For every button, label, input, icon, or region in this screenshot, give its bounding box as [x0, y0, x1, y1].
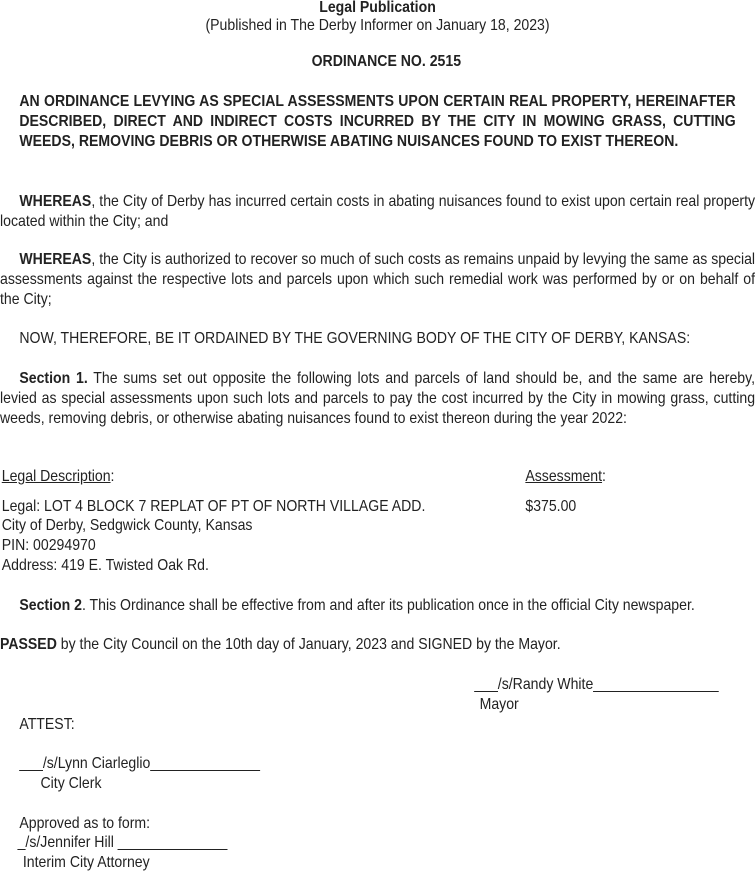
whereas-paragraph-2	[0, 250, 755, 310]
legal-description-line: Legal: LOT 4 BLOCK 7 REPLAT OF PT OF NORTH VILLAGE ADD.	[1, 498, 426, 515]
whereas-paragraph-1	[0, 192, 755, 232]
now-therefore-clause: NOW, THEREFORE, BE IT ORDAINED BY THE GOVERNING BODY OF THE CITY OF DERBY, KANSAS:	[19, 330, 691, 347]
attorney-title: Interim City Attorney	[22, 854, 150, 871]
section-1-lead: Section 1.	[19, 370, 88, 387]
attest-label: ATTEST:	[19, 716, 75, 733]
passed-paragraph	[0, 635, 561, 655]
assessment-header: Assessment:	[525, 468, 606, 485]
assessment-amount: $375.00	[525, 498, 577, 515]
passed-lead: PASSED	[0, 636, 57, 653]
ordinance-number: ORDINANCE NO. 2515	[311, 53, 462, 70]
attorney-signature: _/s/Jennifer Hill ______________	[17, 834, 228, 851]
legal-description-header: Legal Description:	[1, 468, 115, 485]
mayor-title: Mayor	[479, 696, 519, 713]
mayor-signature: ___/s/Randy White________________	[474, 676, 719, 693]
clerk-title: City Clerk	[40, 775, 102, 792]
whereas-text-2: , the City is authorized to recover so much of such costs as remains unpaid by levying the same as special assessments against the respective lots and parcels upon which such remedial work was performed by or on behalf of the City;	[0, 251, 755, 308]
publication-title: Legal Publication	[319, 0, 436, 16]
section-2-lead: Section 2	[19, 597, 82, 614]
clerk-signature: ___/s/Lynn Ciarleglio______________	[19, 755, 260, 772]
address-line: Address: 419 E. Twisted Oak Rd.	[1, 557, 209, 574]
published-note: (Published in The Derby Informer on January 18, 2023)	[205, 17, 550, 34]
passed-text: by the City Council on the 10th day of January, 2023 and SIGNED by the Mayor.	[56, 636, 561, 653]
section-2-text: . This Ordinance shall be effective from and after its publication once in the official City newspaper.	[81, 597, 695, 614]
section-2-paragraph	[19, 596, 694, 616]
whereas-lead-1: WHEREAS	[19, 193, 92, 210]
section-1-text: The sums set out opposite the following lots and parcels of land should be, and the same are hereby, levied as special assessments upon such lots and parcels to pay the cost incurred by the City in mowing grass, cutting weeds, removing debris, or otherwise abating nuisances found to exist thereon during the year 2022:	[0, 370, 755, 427]
section-1-paragraph	[0, 369, 755, 429]
approved-label: Approved as to form:	[19, 815, 151, 832]
city-county-line: City of Derby, Sedgwick County, Kansas	[1, 517, 253, 534]
ordinance-caption: AN ORDINANCE LEVYING AS SPECIAL ASSESSMENTS UPON CERTAIN REAL PROPERTY, HEREINAFTER DESCRIBED, DIRECT AND INDIRECT COSTS INCURRED BY THE CITY IN MOWING GRASS, CUTTING WEEDS, REMOVING DEBRIS OR OTHERWISE ABATING NUISANCES FOUND TO EXIST THEREON.	[19, 93, 736, 150]
whereas-lead-2: WHEREAS	[19, 251, 92, 268]
pin-line: PIN: 00294970	[1, 537, 96, 554]
whereas-text-1: , the City of Derby has incurred certain costs in abating nuisances found to exist upon certain real property located within the City; and	[0, 193, 755, 230]
